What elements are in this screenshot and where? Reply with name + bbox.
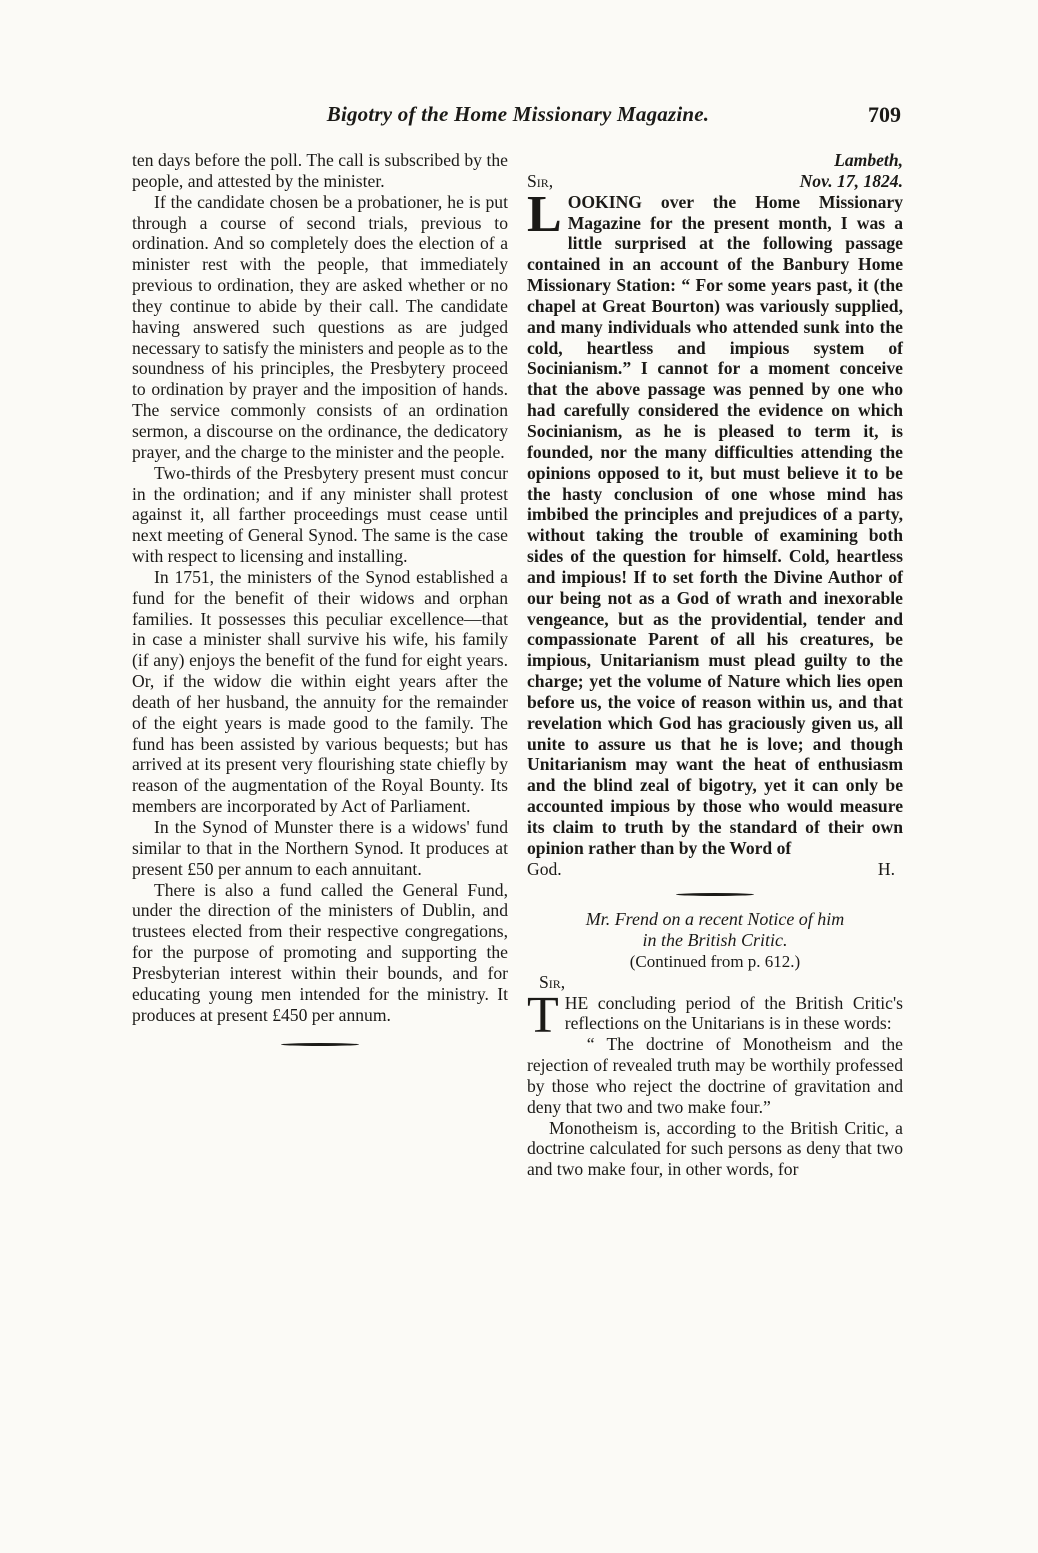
letter-body: OOKING over the Home Missionary Magazine for the present month, I was a little surprised at the following passage contained in an account of the Banbury Home Missionary Station: “ For some years past, it (the chapel at Great Bourton) was variously supplied, and many individuals who attended sunk into the cold, heartless and impious system of Socinianism.” I cannot for a moment conceive that the above passage was penned by one who had carefully considered the evidence on which Socinianism, as he is pleased to term it, is founded, nor the many difficulties attending the opinions opposed to it, but must believe it to be the hasty conclusion of one whose mind has imbibed the principles and prejudices of a party, without taking the trouble of examining both sides of the question for himself. Cold, heartless and impious! If to set forth the Divine Author of our being not as a God of wrath and inexorable vengeance, but as the providential, tender and compassionate Parent of all his creatures, be impious, Unitarianism must plead guilty to the charge; yet the volume of Nature which lies open before us, the voice of reason within us, and that revelation which God has graciously given us, all unite to assure us that he is love; and though Unitarianism may want the heat of enthusiasm and the blind zeal of bigotry, yet it can only be accounted impious by those who would measure its claim to truth by the standard of their own opinion rather than by the Word of (527, 191, 903, 858)
section-divider-right (676, 893, 754, 896)
left-paragraph-2: If the candidate chosen be a probationer, he is put through a course of second trials, previous to ordination. And so completely does the election of a minister rest with the people, that immediately previous to ordination, they are asked whether or no they continue to abide by their call. The candidate having answered such questions as are judged necessary to satisfy the ministers and people as to the soundness of his principles, the Presbytery proceed to ordination by prayer and the imposition of hands. The service commonly consists of an ordination sermon, a discourse on the ordinance, the dedicatory prayer, and the charge to the minister and the people. (132, 191, 508, 462)
left-paragraph-4: In 1751, the ministers of the Synod established a fund for the benefit of their widows and orphan families. It possesses this peculiar excellence—that in case a minister shall survive his wife, his family (if any) enjoys the benefit of the fund for eight years. Or, if the widow die within eight years after the death of her husband, the annuity for the remainder of the eight years is made good to the family. The fund has been assisted by various bequests; but has arrived at its present very flourishing state chiefly by reason of the augmentation of the Royal Bounty. Its members are incorporated by Act of Parliament. (132, 566, 508, 817)
letter-signature: H. (877, 858, 895, 879)
letter-header-line (527, 171, 903, 192)
left-paragraph-6: There is also a fund called the General Fund, under the direction of the ministers of Dublin, and trustees elected from their respective congregations, for the purpose of promoting and supporting the Presbyterian interest within their bounds, and for educating young men intended for the ministry. It produces at present £450 per annum. (132, 879, 508, 1025)
article-dropcap: T (527, 986, 559, 1044)
letter-date: Nov. 17, 1824. (799, 170, 903, 191)
article-paragraph-1 (527, 986, 903, 1044)
letter-signature-line (527, 859, 903, 880)
left-paragraph-5: In the Synod of Munster there is a widows' fund similar to that in the Northern Synod. It produces at present £50 per annum to each annuitant. (132, 817, 508, 879)
article-title-line-1: Mr. Frend on a recent Notice of him (585, 908, 845, 929)
article-salutation: Sir, (539, 971, 566, 992)
page-number: 709 (868, 102, 901, 127)
article-paragraph-1-text: HE concluding period of the British Critic's reflections on the Unitarians is in these words: (564, 992, 903, 1034)
article-paragraph-3: Monotheism is, according to the British Critic, a doctrine calculated for such persons as deny that two and two make four, in other words, for (527, 1117, 903, 1180)
letter-dropcap: L (527, 185, 562, 243)
section-divider-left (281, 1043, 359, 1046)
letter-salutation: Sir, (527, 170, 554, 191)
article-paragraph-2: “ The doctrine of Monotheism and the rejection of revealed truth may be worthily professed by those who reject the doctrine of gravitation and deny that two and two make four.” (527, 1034, 903, 1117)
right-column (527, 150, 903, 1180)
left-column (132, 150, 508, 1059)
article-continued-note: (Continued from p. 612.) (629, 951, 801, 971)
running-title: Bigotry of the Home Missionary Magazine. (326, 102, 710, 126)
article-title-line-2: in the British Critic. (642, 929, 788, 950)
left-paragraph-3: Two-thirds of the Presbytery present must concur in the ordination; and if any minister shall protest against it, all farther proceedings must cease until next meeting of General Synod. The same is the case with respect to licensing and installing. (132, 462, 508, 567)
left-paragraph-1: ten days before the poll. The call is subscribed by the people, and attested by the minister. (132, 150, 508, 191)
letter-closing-word: God. (527, 858, 562, 879)
letter-place: Lambeth, (834, 150, 903, 170)
letter-body-paragraph (527, 185, 903, 859)
